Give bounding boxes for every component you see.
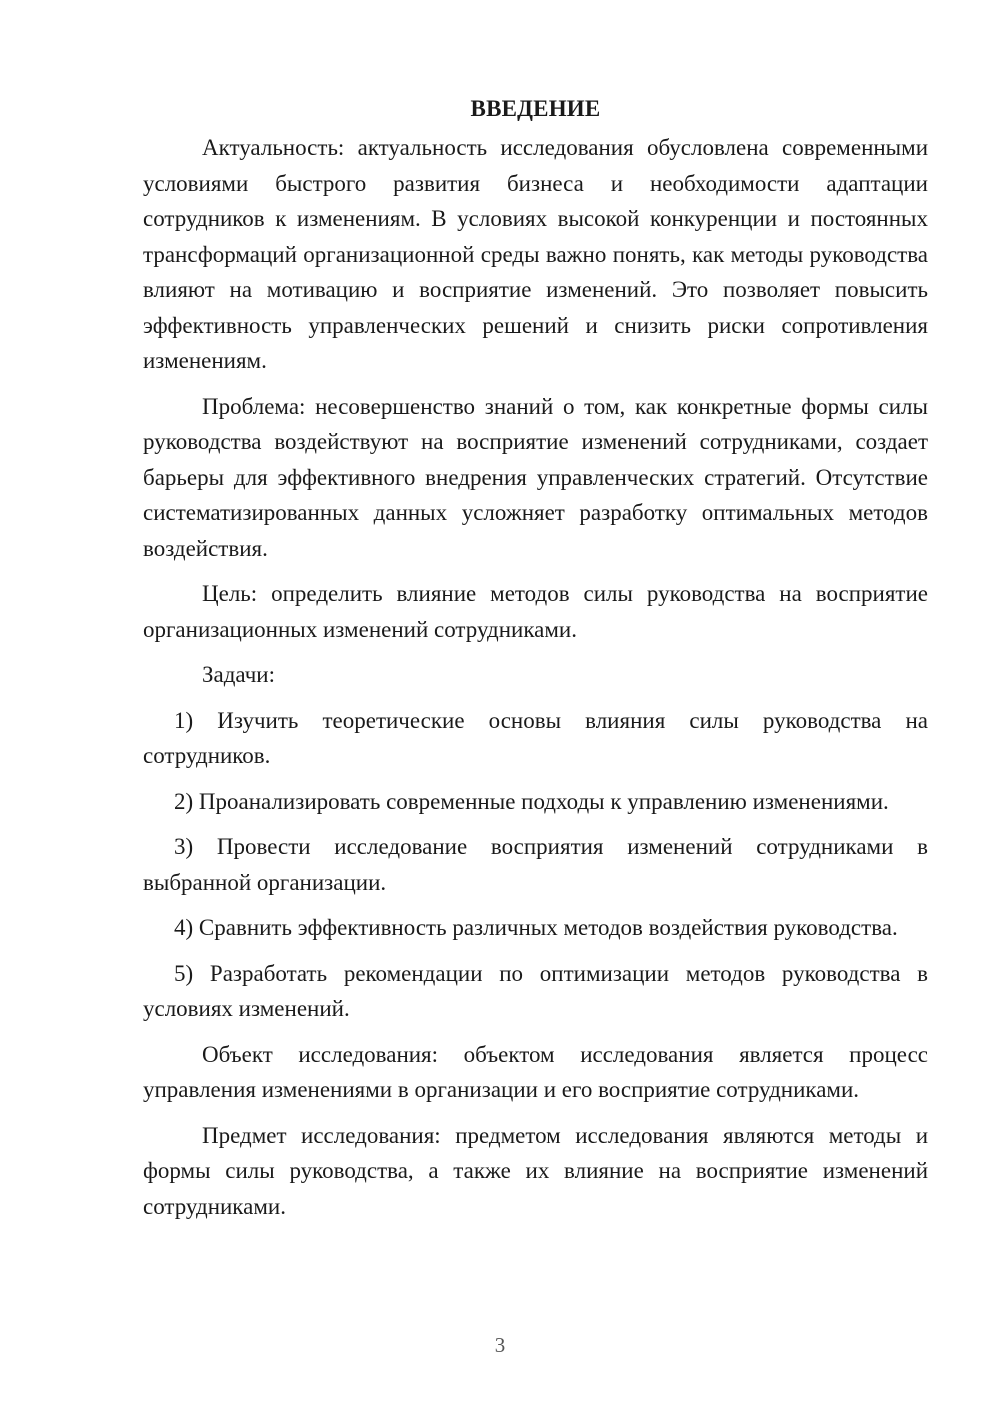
- task-item-5: 5) Разработать рекомендации по оптимизации методов руководства в условиях изменений.: [143, 960, 928, 1021]
- page-number: 3: [494, 1333, 506, 1357]
- tasks-heading: Задачи:: [202, 662, 275, 687]
- subject-paragraph: Предмет исследования: предметом исследования являются методы и формы силы руководства, а также их влияние на восприятие изменений сотрудниками.: [143, 1122, 928, 1219]
- goal-paragraph: Цель: определить влияние методов силы руководства на восприятие организационных изменений сотрудниками.: [143, 581, 928, 642]
- object-paragraph: Объект исследования: объектом исследования является процесс управления изменениями в организации и его восприятие сотрудниками.: [143, 1041, 928, 1102]
- task-item-1: 1) Изучить теоретические основы влияния силы руководства на сотрудников.: [143, 707, 928, 768]
- task-item-4: 4) Сравнить эффективность различных методов воздействия руководства.: [174, 915, 898, 940]
- relevance-paragraph: Актуальность: актуальность исследования обусловлена современными условиями быстрого развития бизнеса и необходимости адаптации сотрудников к изменениям. В условиях высокой конкуренции и постоянных трансформаций организационной среды важно понять, как методы руководства влияют на мотивацию и восприятие изменений. Это позволяет повысить эффективность управленческих решений и снизить риски сопротивления изменениям.: [143, 135, 928, 373]
- task-item-3: 3) Провести исследование восприятия изменений сотрудниками в выбранной организации.: [143, 834, 928, 895]
- section-title: ВВЕДЕНИЕ: [470, 96, 601, 121]
- problem-paragraph: Проблема: несовершенство знаний о том, как конкретные формы силы руководства воздействуют на восприятие изменений сотрудниками, создает барьеры для эффективного внедрения управленческих стратегий. Отсутствие систематизированных данных усложняет разработку оптимальных методов воздействия.: [143, 393, 928, 561]
- document-page: [143, 92, 928, 1224]
- task-item-2: 2) Проанализировать современные подходы к управлению изменениями.: [174, 788, 889, 814]
